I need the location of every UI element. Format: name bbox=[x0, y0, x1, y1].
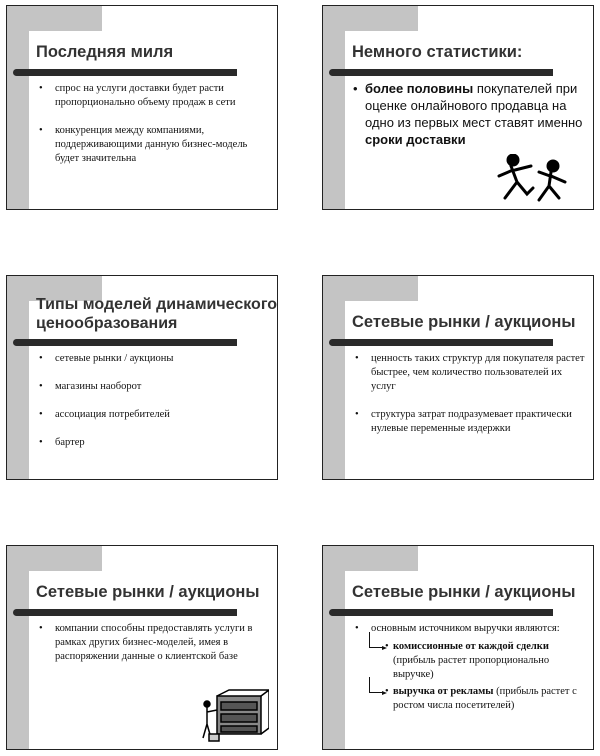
bullet-item bbox=[37, 380, 269, 394]
bullet-item bbox=[37, 622, 269, 664]
top-block-decoration bbox=[7, 546, 102, 571]
bullet-icon: • bbox=[39, 381, 43, 392]
runners-icon bbox=[491, 154, 571, 209]
text-run: компании способны предоставлять услуги в рамках других бизнес-моделей, имея в распоряжении данные о клиентской базе bbox=[55, 623, 253, 662]
text-run: конкуренция между компаниями, поддерживающими данную бизнес-модель будет значительна bbox=[55, 125, 248, 164]
top-block-decoration bbox=[323, 546, 418, 571]
slide-body bbox=[353, 352, 585, 450]
text-run: магазины наоборот bbox=[55, 381, 142, 392]
bullet-icon: • bbox=[39, 437, 43, 448]
text-run: сетевые рынки / аукционы bbox=[55, 353, 174, 364]
bold-text: выручка от рекламы bbox=[393, 686, 494, 697]
sub-bullet-item bbox=[353, 640, 585, 682]
slide-title: Типы моделей динамического ценообразования bbox=[36, 296, 278, 332]
slide-2[interactable] bbox=[322, 5, 594, 210]
filing-cabinet-icon bbox=[199, 688, 269, 748]
bullet-icon: • bbox=[39, 83, 43, 94]
bullet-item bbox=[37, 408, 269, 422]
bullet-icon: • bbox=[385, 641, 389, 652]
bullet-icon: • bbox=[355, 623, 359, 634]
text-run: основным источником выручки являются: bbox=[371, 623, 560, 634]
slide-title: Сетевые рынки / аукционы bbox=[352, 583, 576, 601]
slide-title: Последняя миля bbox=[36, 43, 174, 61]
slide-body bbox=[353, 80, 585, 162]
arrow-connector-icon bbox=[369, 677, 384, 693]
text-run: покупателей при оценке онлайнового продавца на одно из первых мест ставят именно bbox=[365, 81, 583, 130]
bullet-icon: • bbox=[39, 623, 43, 634]
bullet-icon: • bbox=[353, 81, 358, 96]
title-bar-divider bbox=[13, 69, 237, 76]
slide-body bbox=[37, 352, 269, 464]
bullet-icon: • bbox=[39, 409, 43, 420]
bullet-icon: • bbox=[39, 353, 43, 364]
slide-3[interactable] bbox=[6, 275, 278, 480]
slide-title: Сетевые рынки / аукционы bbox=[36, 583, 260, 601]
text-run: спрос на услуги доставки будет расти пропорционально объему продаж в сети bbox=[55, 83, 236, 108]
bullet-icon: • bbox=[355, 409, 359, 420]
bold-text: более половины bbox=[365, 81, 474, 96]
slide-title: Сетевые рынки / аукционы bbox=[352, 313, 576, 331]
text-run: структура затрат подразумевает практически нулевые переменные издержки bbox=[371, 409, 572, 434]
slide-1[interactable] bbox=[6, 5, 278, 210]
bullet-item bbox=[37, 124, 269, 166]
text-run: ценность таких структур для покупателя растет быстрее, чем количество пользователей их услуг bbox=[371, 353, 585, 392]
bullet-item bbox=[353, 352, 585, 394]
bullet-icon: • bbox=[385, 686, 389, 697]
sidebar-decoration bbox=[323, 6, 345, 209]
title-bar-divider bbox=[13, 609, 237, 616]
sidebar-decoration bbox=[7, 546, 29, 749]
bullet-item bbox=[353, 622, 585, 636]
sidebar-decoration bbox=[323, 546, 345, 749]
slide-body bbox=[37, 82, 269, 180]
sidebar-decoration bbox=[7, 6, 29, 209]
text-run: ассоциация потребителей bbox=[55, 409, 170, 420]
title-bar-divider bbox=[329, 609, 553, 616]
bullet-icon: • bbox=[355, 353, 359, 364]
text-run: (прибыль растет пропорционально выручке) bbox=[393, 655, 550, 680]
bold-text: комиссионные от каждой сделки bbox=[393, 641, 549, 652]
bullet-item bbox=[37, 436, 269, 450]
slide-5[interactable] bbox=[6, 545, 278, 750]
bullet-item bbox=[37, 82, 269, 110]
slide-body bbox=[353, 622, 585, 716]
arrow-connector-icon bbox=[369, 632, 384, 648]
bullet-item bbox=[37, 352, 269, 366]
slide-6[interactable] bbox=[322, 545, 594, 750]
top-block-decoration bbox=[323, 6, 418, 31]
slide-4[interactable] bbox=[322, 275, 594, 480]
sub-bullet-item bbox=[353, 685, 585, 713]
bullet-icon: • bbox=[39, 125, 43, 136]
title-bar-divider bbox=[329, 339, 553, 346]
sidebar-decoration bbox=[7, 276, 29, 479]
text-run: (прибыль растет с ростом числа посетителей) bbox=[393, 686, 577, 711]
top-block-decoration bbox=[323, 276, 418, 301]
title-bar-divider bbox=[329, 69, 553, 76]
bold-text: сроки доставки bbox=[365, 132, 466, 147]
slide-title: Немного статистики: bbox=[352, 43, 523, 61]
slide-body bbox=[37, 622, 269, 678]
top-block-decoration bbox=[7, 6, 102, 31]
bullet-item bbox=[353, 80, 585, 148]
sidebar-decoration bbox=[323, 276, 345, 479]
title-bar-divider bbox=[13, 339, 237, 346]
bullet-item bbox=[353, 408, 585, 436]
text-run: бартер bbox=[55, 437, 85, 448]
